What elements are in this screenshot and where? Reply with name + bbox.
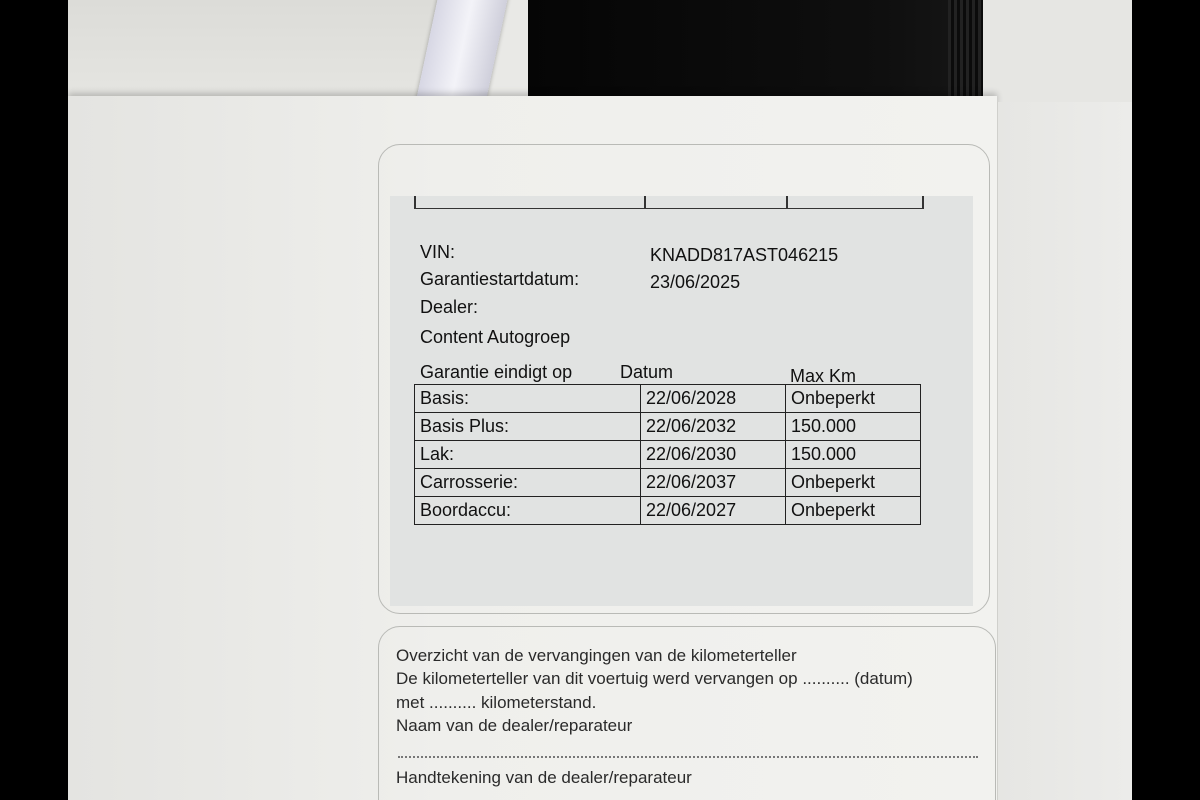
background-surface-right [983, 0, 1132, 104]
row-date: 22/06/2032 [641, 413, 786, 441]
dealer-name: Content Autogroep [420, 327, 571, 347]
warranty-table [414, 384, 921, 525]
signature-label: Handtekening van de dealer/reparateur [396, 768, 692, 787]
booklet-right-page [997, 102, 1132, 800]
row-name: Lak: [415, 441, 641, 469]
row-date: 22/06/2030 [641, 441, 786, 469]
warranty-sticker [390, 196, 973, 606]
photo-scene [68, 0, 1132, 800]
row-date: 22/06/2027 [641, 497, 786, 525]
row-name: Basis Plus: [415, 413, 641, 441]
start-date-value: 23/06/2025 [650, 272, 741, 292]
row-km: Onbeperkt [786, 497, 921, 525]
dark-seat-background [528, 0, 1038, 104]
dealer-name-dotted-line [398, 756, 978, 758]
vin-value: KNADD817AST046215 [650, 245, 839, 265]
vin-label: VIN: [420, 242, 456, 262]
header-warranty-end: Garantie eindigt op [420, 362, 573, 382]
row-name: Basis: [415, 385, 641, 413]
odometer-replaced-line: De kilometerteller van dit voertuig werd vervangen op .......... (datum) [396, 669, 913, 688]
header-date: Datum [620, 362, 674, 382]
row-km: Onbeperkt [786, 469, 921, 497]
row-name: Boordaccu: [415, 497, 641, 525]
odometer-km-line: met .......... kilometerstand. [396, 693, 597, 712]
dealer-name-label: Naam van de dealer/reparateur [396, 716, 633, 735]
start-date-label: Garantiestartdatum: [420, 269, 580, 289]
background-surface [68, 0, 438, 110]
table-row [415, 385, 921, 413]
table-row [415, 413, 921, 441]
odometer-title: Overzicht van de vervangingen van de kilometerteller [396, 646, 797, 665]
table-row [415, 469, 921, 497]
row-name: Carrosserie: [415, 469, 641, 497]
table-row [415, 441, 921, 469]
table-row [415, 497, 921, 525]
row-km: 150.000 [786, 441, 921, 469]
row-km: 150.000 [786, 413, 921, 441]
row-date: 22/06/2037 [641, 469, 786, 497]
header-max-km: Max Km [790, 366, 857, 386]
row-km: Onbeperkt [786, 385, 921, 413]
row-date: 22/06/2028 [641, 385, 786, 413]
dealer-label: Dealer: [420, 297, 479, 317]
sticker-cut-lines [414, 196, 924, 209]
